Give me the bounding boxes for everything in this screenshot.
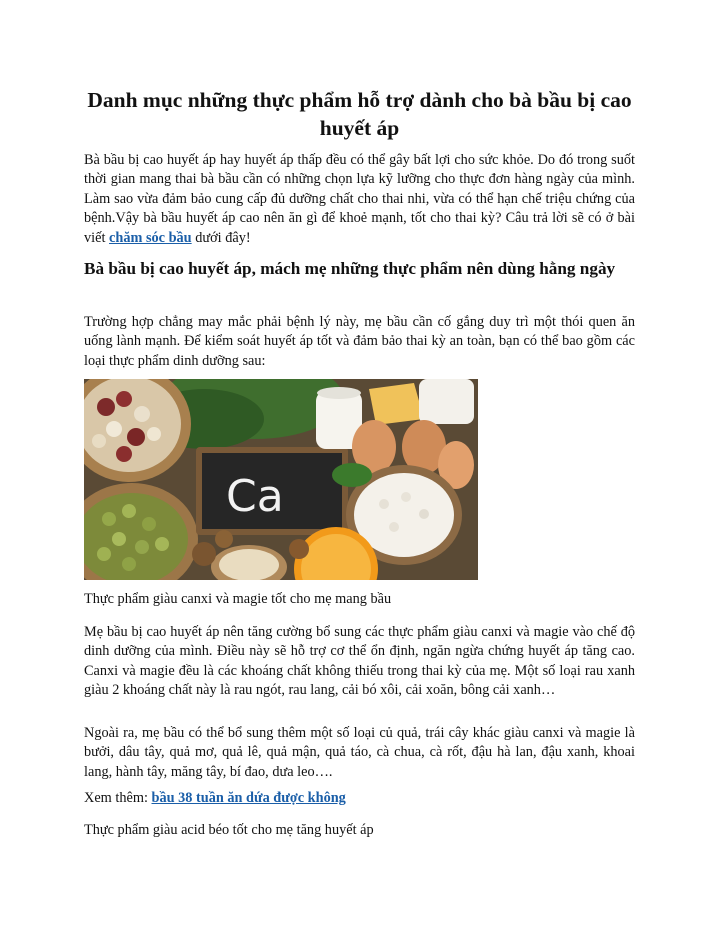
chalkboard (196, 447, 348, 535)
food-photo (84, 379, 478, 580)
intro-paragraph (84, 151, 635, 248)
see-more-link[interactable]: bầu 38 tuần ăn dứa được không (151, 790, 346, 806)
intro-text-end: dưới đây! (191, 229, 251, 246)
see-more (84, 789, 635, 808)
paragraph-3: Ngoài ra, mẹ bầu có thể bổ sung thêm một số loại củ quả, trái cây khác giàu canxi và magie là bưởi, dâu tây, quả mơ, quả lê, quả mận, quả táo, cà chua, cà rốt, đậu hà lan, đậu xanh, khoai lang, hành tây, măng tây, bí đao, dưa leo…. (84, 725, 635, 780)
cham-soc-bau-link[interactable]: chăm sóc bầu (109, 229, 192, 246)
image-caption: Thực phẩm giàu canxi và magie tốt cho mẹ mang bầu (84, 591, 392, 607)
paragraph-1: Trường hợp chẳng may mắc phải bệnh lý này, mẹ bầu cần cố gắng duy trì một thói quen ăn uống lành mạnh. Để kiểm soát huyết áp tốt và đảm bảo thai kỳ an toàn, bạn có thể bao gồm các loại thực phẩm dinh dưỡng sau: (84, 314, 635, 369)
paragraph-4: Thực phẩm giàu acid béo tốt cho mẹ tăng huyết áp (84, 822, 374, 838)
see-more-prefix: Xem thêm: (84, 790, 152, 806)
chalkboard-text: Ca (226, 471, 284, 522)
intro-text: Bà bầu bị cao huyết áp hay huyết áp thấp đều có thể gây bất lợi cho sức khỏe. Do đó trong suốt thời gian mang thai bà bầu cần có những chọn lựa kỹ lưỡng cho thực đơn hàng ngày của mình. Làm sao vừa đảm bảo cung cấp đủ dưỡng chất cho thai nhi, vừa có thể hạn chế triệu chứng của bệnh.Vậy bà bầu huyết áp cao nên ăn gì để khoẻ mạnh, tốt cho thai kỳ? Câu trả lời sẽ có ở bài viết (84, 152, 635, 246)
page-title: Danh mục những thực phẩm hỗ trợ dành cho bà bầu bị cao huyết áp (87, 88, 632, 140)
section-heading: Bà bầu bị cao huyết áp, mách mẹ những thực phẩm nên dùng hằng ngày (84, 259, 616, 278)
paragraph-2: Mẹ bầu bị cao huyết áp nên tăng cường bổ sung các thực phẩm giàu canxi và magie vào chế độ dinh dưỡng của mình. Điều này sẽ hỗ trợ cơ thể ổn định, ngăn ngừa chứng huyết áp tăng cao. Canxi và magie đều là các khoáng chất không thiếu trong thai kỳ của mẹ. Một số loại rau xanh giàu 2 khoáng chất này là rau ngót, rau lang, cải bó xôi, cải xoăn, bông cải xanh… (84, 624, 635, 699)
